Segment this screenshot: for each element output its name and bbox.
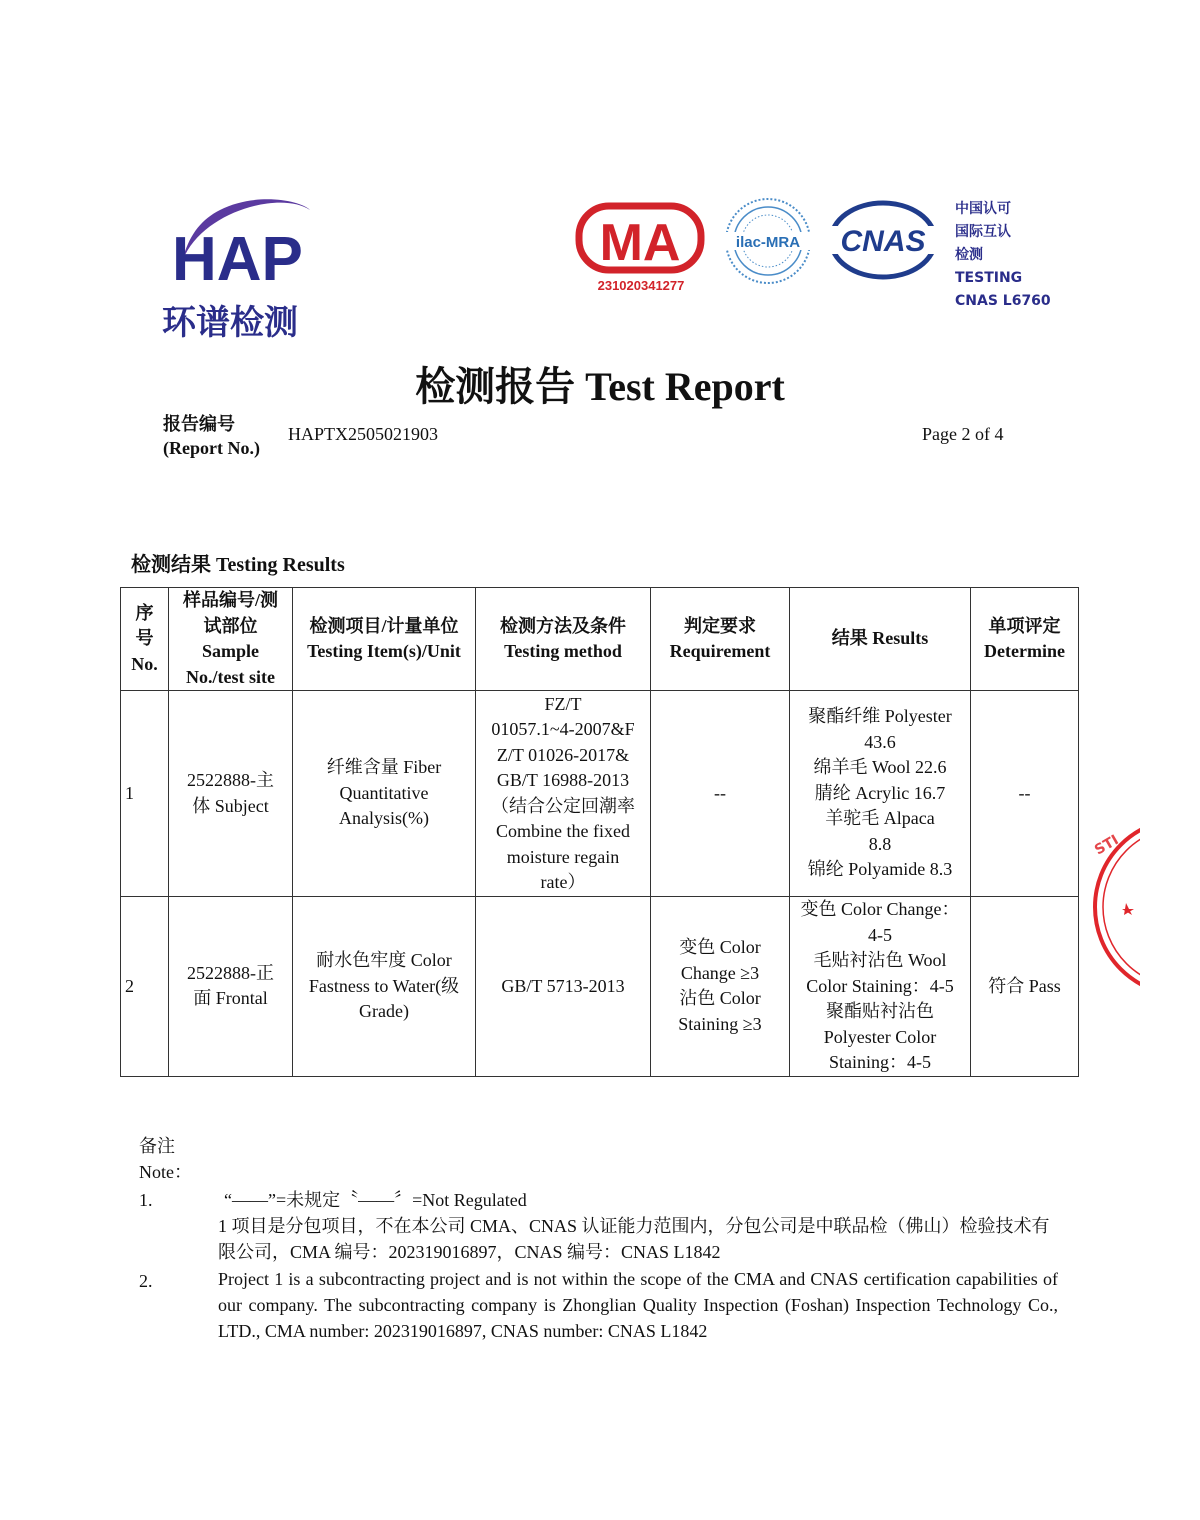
report-number: HAPTX2505021903	[288, 424, 439, 444]
row-item: 纤维含量 Fiber Quantitative Analysis(%)	[293, 691, 476, 897]
row-no: 1	[121, 691, 169, 897]
cma-logo	[575, 198, 705, 298]
note-1-text: “——”=未规定〝——〞=Not Regulated	[224, 1190, 527, 1210]
accreditation-line: 国际互认	[955, 224, 1011, 240]
page-number: Page 2 of 4	[922, 424, 1004, 444]
header-results: 结果 Results	[790, 588, 971, 691]
hap-logo-text: HAP	[172, 225, 303, 294]
results-heading: 检测结果 Testing Results	[131, 554, 345, 576]
header-requirement: 判定要求 Requirement	[651, 588, 790, 691]
row-item: 耐水色牢度 Color Fastness to Water(级 Grade)	[293, 897, 476, 1077]
note-2-number: 2.	[139, 1271, 153, 1291]
table-row	[121, 691, 1079, 897]
cnas-logo	[828, 200, 938, 280]
svg-text:STI: STI	[1092, 832, 1122, 859]
row-no: 2	[121, 897, 169, 1077]
accreditation-line: 检测	[955, 247, 983, 263]
cma-logo-text: MA	[599, 214, 681, 272]
row-requirement: 变色 Color Change ≥3 沾色 Color Staining ≥3	[651, 897, 790, 1077]
note-2-text: Project 1 is a subcontracting project and is not within the scope of the CMA and CNAS certification capabilities of our company. The subcontracting company is Zhonglian Quality Inspection (Foshan) Inspection Technology Co., LTD., CMA number: 202319016897, CNAS number: CNAS L1842	[218, 1269, 1058, 1341]
note-1-cn-text: 1 项目是分包项目，不在本公司 CMA、CNAS 认证能力范围内，分包公司是中联品检（佛山）检验技术有限公司，CMA 编号：202319016897，CNAS 编号：CNAS L1842	[218, 1216, 1050, 1262]
report-no-label	[163, 412, 260, 460]
ilac-logo-text: ilac-MRA	[735, 234, 801, 251]
hap-logo	[160, 192, 320, 344]
report-no-label-en: (Report No.)	[163, 438, 260, 458]
row-sample: 2522888-正 面 Frontal	[169, 897, 293, 1077]
accreditation-line: TESTING	[955, 270, 1023, 286]
cma-number: 231020341277	[597, 278, 685, 293]
ilac-mra-logo	[718, 196, 818, 286]
accreditation-line: CNAS L6760	[955, 293, 1051, 309]
row-results: 聚酯纤维 Polyester 43.6 绵羊毛 Wool 22.6 腈纶 Acrylic 16.7 羊驼毛 Alpaca 8.8 锦纶 Polyamide 8.3	[790, 691, 971, 897]
row-requirement: --	[651, 691, 790, 897]
header-no: 序 号 No.	[121, 588, 169, 691]
note-title-cn: 备注	[139, 1136, 175, 1156]
results-table	[120, 587, 1079, 1077]
row-results: 变色 Color Change： 4-5 毛贴衬沾色 Wool Color Staining：4-5 聚酯贴衬沾色 Polyester Color Staining：4-5	[790, 897, 971, 1077]
row-method: GB/T 5713-2013	[476, 897, 651, 1077]
note-title-en: Note：	[139, 1162, 192, 1182]
hap-logo-cn-text: 环谱检测	[162, 303, 298, 343]
table-row	[121, 897, 1079, 1077]
row-sample: 2522888-主 体 Subject	[169, 691, 293, 897]
table-header-row	[121, 588, 1079, 691]
row-method: FZ/T 01057.1~4-2007&F Z/T 01026-2017& GB/T 16988-2013 （结合公定回潮率 Combine the fixed moisture regain rate）	[476, 691, 651, 897]
row-determine: 符合 Pass	[971, 897, 1079, 1077]
accreditation-text	[955, 198, 1051, 313]
header-method: 检测方法及条件 Testing method	[476, 588, 651, 691]
page-title: 检测报告 Test Report	[415, 364, 785, 409]
note-1-number: 1.	[139, 1190, 153, 1210]
cnas-logo-text: CNAS	[840, 225, 926, 258]
accreditation-line: 中国认可	[955, 201, 1011, 217]
row-determine: --	[971, 691, 1079, 897]
seal-stamp	[1088, 815, 1140, 1000]
header-sample: 样品编号/测 试部位 Sample No./test site	[169, 588, 293, 691]
report-no-label-cn: 报告编号	[163, 414, 235, 434]
header-determine: 单项评定 Determine	[971, 588, 1079, 691]
header-item: 检测项目/计量单位 Testing Item(s)/Unit	[293, 588, 476, 691]
